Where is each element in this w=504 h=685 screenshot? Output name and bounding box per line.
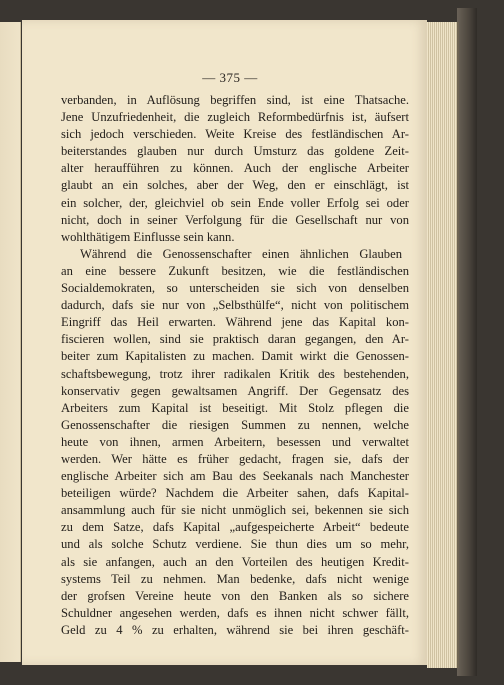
paragraph-2 [61, 246, 409, 639]
text-line: nicht, doch in seiner Verfolgung für die Gesellschaft nur von [61, 212, 409, 227]
text-line: fiscieren wollen, sind sie praktisch daran gegangen, den Ar- [61, 332, 409, 347]
text-line: heute von ihnen, armen Arbeitern, besessen und verwaltet [61, 434, 409, 449]
text-line: als sie anfangen, auch an den Vorteilen des heutigen Kredit- [61, 554, 409, 569]
paragraph-1 [61, 92, 409, 246]
text-line: Jene Unzufriedenheit, die zugleich Reformbedürfnis ist, äufsert [61, 110, 409, 125]
text-line: systems Teil zu nehmen. Man bedenke, dafs nicht wenige [61, 571, 409, 586]
text-line: zu dem Satze, dafs Kapital „aufgespeicherte Arbeit“ bedeute [61, 520, 409, 535]
text-line: Während die Genossenschafter einen ähnlichen Glauben [80, 246, 402, 261]
text-line: an eine bessere Zukunft besitzen, wie die festländischen [61, 263, 409, 278]
text-line: und als solche Schutz verdiene. Sie thun dies um so mehr, [61, 537, 409, 552]
book-cover-edge [457, 8, 477, 676]
page-stack-edge [427, 22, 459, 668]
text-line: ansammlung auch für sie nicht unmöglich sei, bekennen sie sich [61, 503, 409, 518]
text-line: Genossenschafter die riesigen Summen zu nennen, welche [61, 417, 409, 432]
text-line: englische Arbeiter sich am Bau des Seekanals nach Manchester [61, 469, 409, 484]
text-line: sich jedoch verschieden. Weite Kreise des festländischen Ar- [61, 127, 409, 142]
text-line: alter heraufführen zu können. Auch der englische Arbeiter [61, 161, 409, 176]
text-line: ein solcher, der, gleichviel ob sein Ende voller Erfolg sei oder [61, 195, 409, 210]
text-line: Eingriff das Heil erwarten. Während jene das Kapital kon- [61, 315, 409, 330]
text-line: Geld zu 4 % zu erhalten, während sie bei ihren geschäft- [61, 622, 409, 637]
text-line: glaubt an ein solches, aber der Weg, den er einschlägt, ist [61, 178, 409, 193]
text-line: beteiligen würde? Nachdem die Arbeiter sahen, dafs Kapital- [61, 486, 409, 501]
body-text [61, 92, 409, 639]
text-line: Arbeiters zum Kapital ist beseitigt. Mit Stolz pflegen die [61, 400, 409, 415]
text-line: konservativ gegen gewaltsamen Angriff. Der Gegensatz des [61, 383, 409, 398]
text-line: verbanden, in Auflösung begriffen sind, ist eine Thatsache. [61, 93, 409, 107]
text-line: Socialdemokraten, so unterscheiden sie sich von denselben [61, 281, 409, 296]
text-line: beiterstandes glauben nur durch Umsturz das goldene Zeit- [61, 144, 409, 159]
text-line: schaftsbewegung, trotz ihrer radikalen Kritik des bestehenden, [61, 366, 409, 381]
text-line: Schuldner angesehen werden, dafs es ihnen nicht schwer fällt, [61, 605, 409, 620]
page-number: — 375 — [202, 70, 258, 85]
facing-page-edge [0, 22, 21, 662]
text-line: wohlthätigem Einflusse sein kann. [61, 229, 235, 244]
text-line: werden. Wer hätte es früher gedacht, fragen sie, dafs der [61, 451, 409, 466]
text-line: beiter zum Kapitalisten zu machen. Damit wirkt die Genossen- [61, 349, 409, 364]
text-line: der grofsen Vereine heute von den Banken als so sichere [61, 588, 409, 603]
text-line: dadurch, dafs sie nur von „Selbsthülfe“, nicht von politischem [61, 298, 409, 313]
